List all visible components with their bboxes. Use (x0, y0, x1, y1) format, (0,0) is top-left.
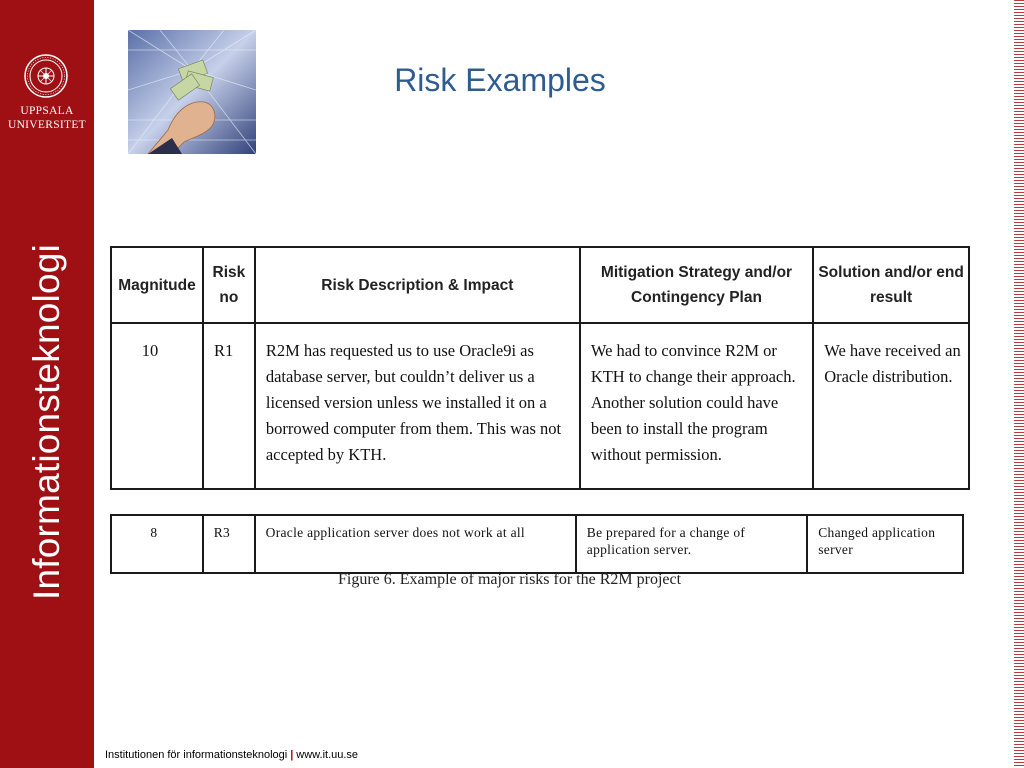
sidebar (0, 0, 94, 768)
cell-risk-no: R3 (203, 515, 255, 573)
cell-mitigation: Be prepared for a change of application server. (576, 515, 807, 573)
money-hand-image (128, 30, 256, 154)
table-row (111, 515, 963, 573)
footer-website-link[interactable]: www.it.uu.se (296, 749, 359, 761)
table-row (111, 323, 969, 489)
vertical-department-title: Informationsteknologi (26, 244, 67, 600)
header-solution: Solution and/or end result (813, 247, 969, 323)
footer-separator: | (290, 749, 294, 761)
cell-mitigation: We had to convince R2M or KTH to change their approach. Another solution could have been to install the program without permission. (580, 323, 813, 489)
cell-description: R2M has requested us to use Oracle9i as database server, but couldn’t deliver us a licensed version unless we installed it on a borrowed computer from them. This was not accepted by KTH. (255, 323, 580, 489)
header-magnitude: Magnitude (111, 247, 203, 323)
header-mitigation: Mitigation Strategy and/or Contingency Plan (580, 247, 813, 323)
university-seal-icon (24, 54, 68, 98)
cell-description: Oracle application server does not work at all (255, 515, 576, 573)
right-edge-stripe (1014, 0, 1024, 768)
university-name (0, 104, 94, 132)
header-risk-no: Risk no (203, 247, 255, 323)
slide-title: Risk Examples (394, 62, 606, 98)
cell-risk-no: R1 (203, 323, 255, 489)
cell-magnitude: 8 (111, 515, 203, 573)
table-header-row (111, 247, 969, 323)
university-name-line2: UNIVERSITET (7, 119, 87, 131)
university-name-line1: UPPSALA (20, 105, 74, 117)
risk-table-minor (110, 514, 964, 574)
risk-table-major (110, 246, 970, 490)
footer (105, 749, 358, 761)
cell-solution: Changed application server (807, 515, 963, 573)
header-description: Risk Description & Impact (255, 247, 580, 323)
footer-department: Institutionen för informationsteknologi (105, 749, 288, 761)
cell-solution: We have received an Oracle distribution. (813, 323, 969, 489)
figure-caption: Figure 6. Example of major risks for the R2M project (338, 571, 682, 588)
cell-magnitude: 10 (111, 323, 203, 489)
